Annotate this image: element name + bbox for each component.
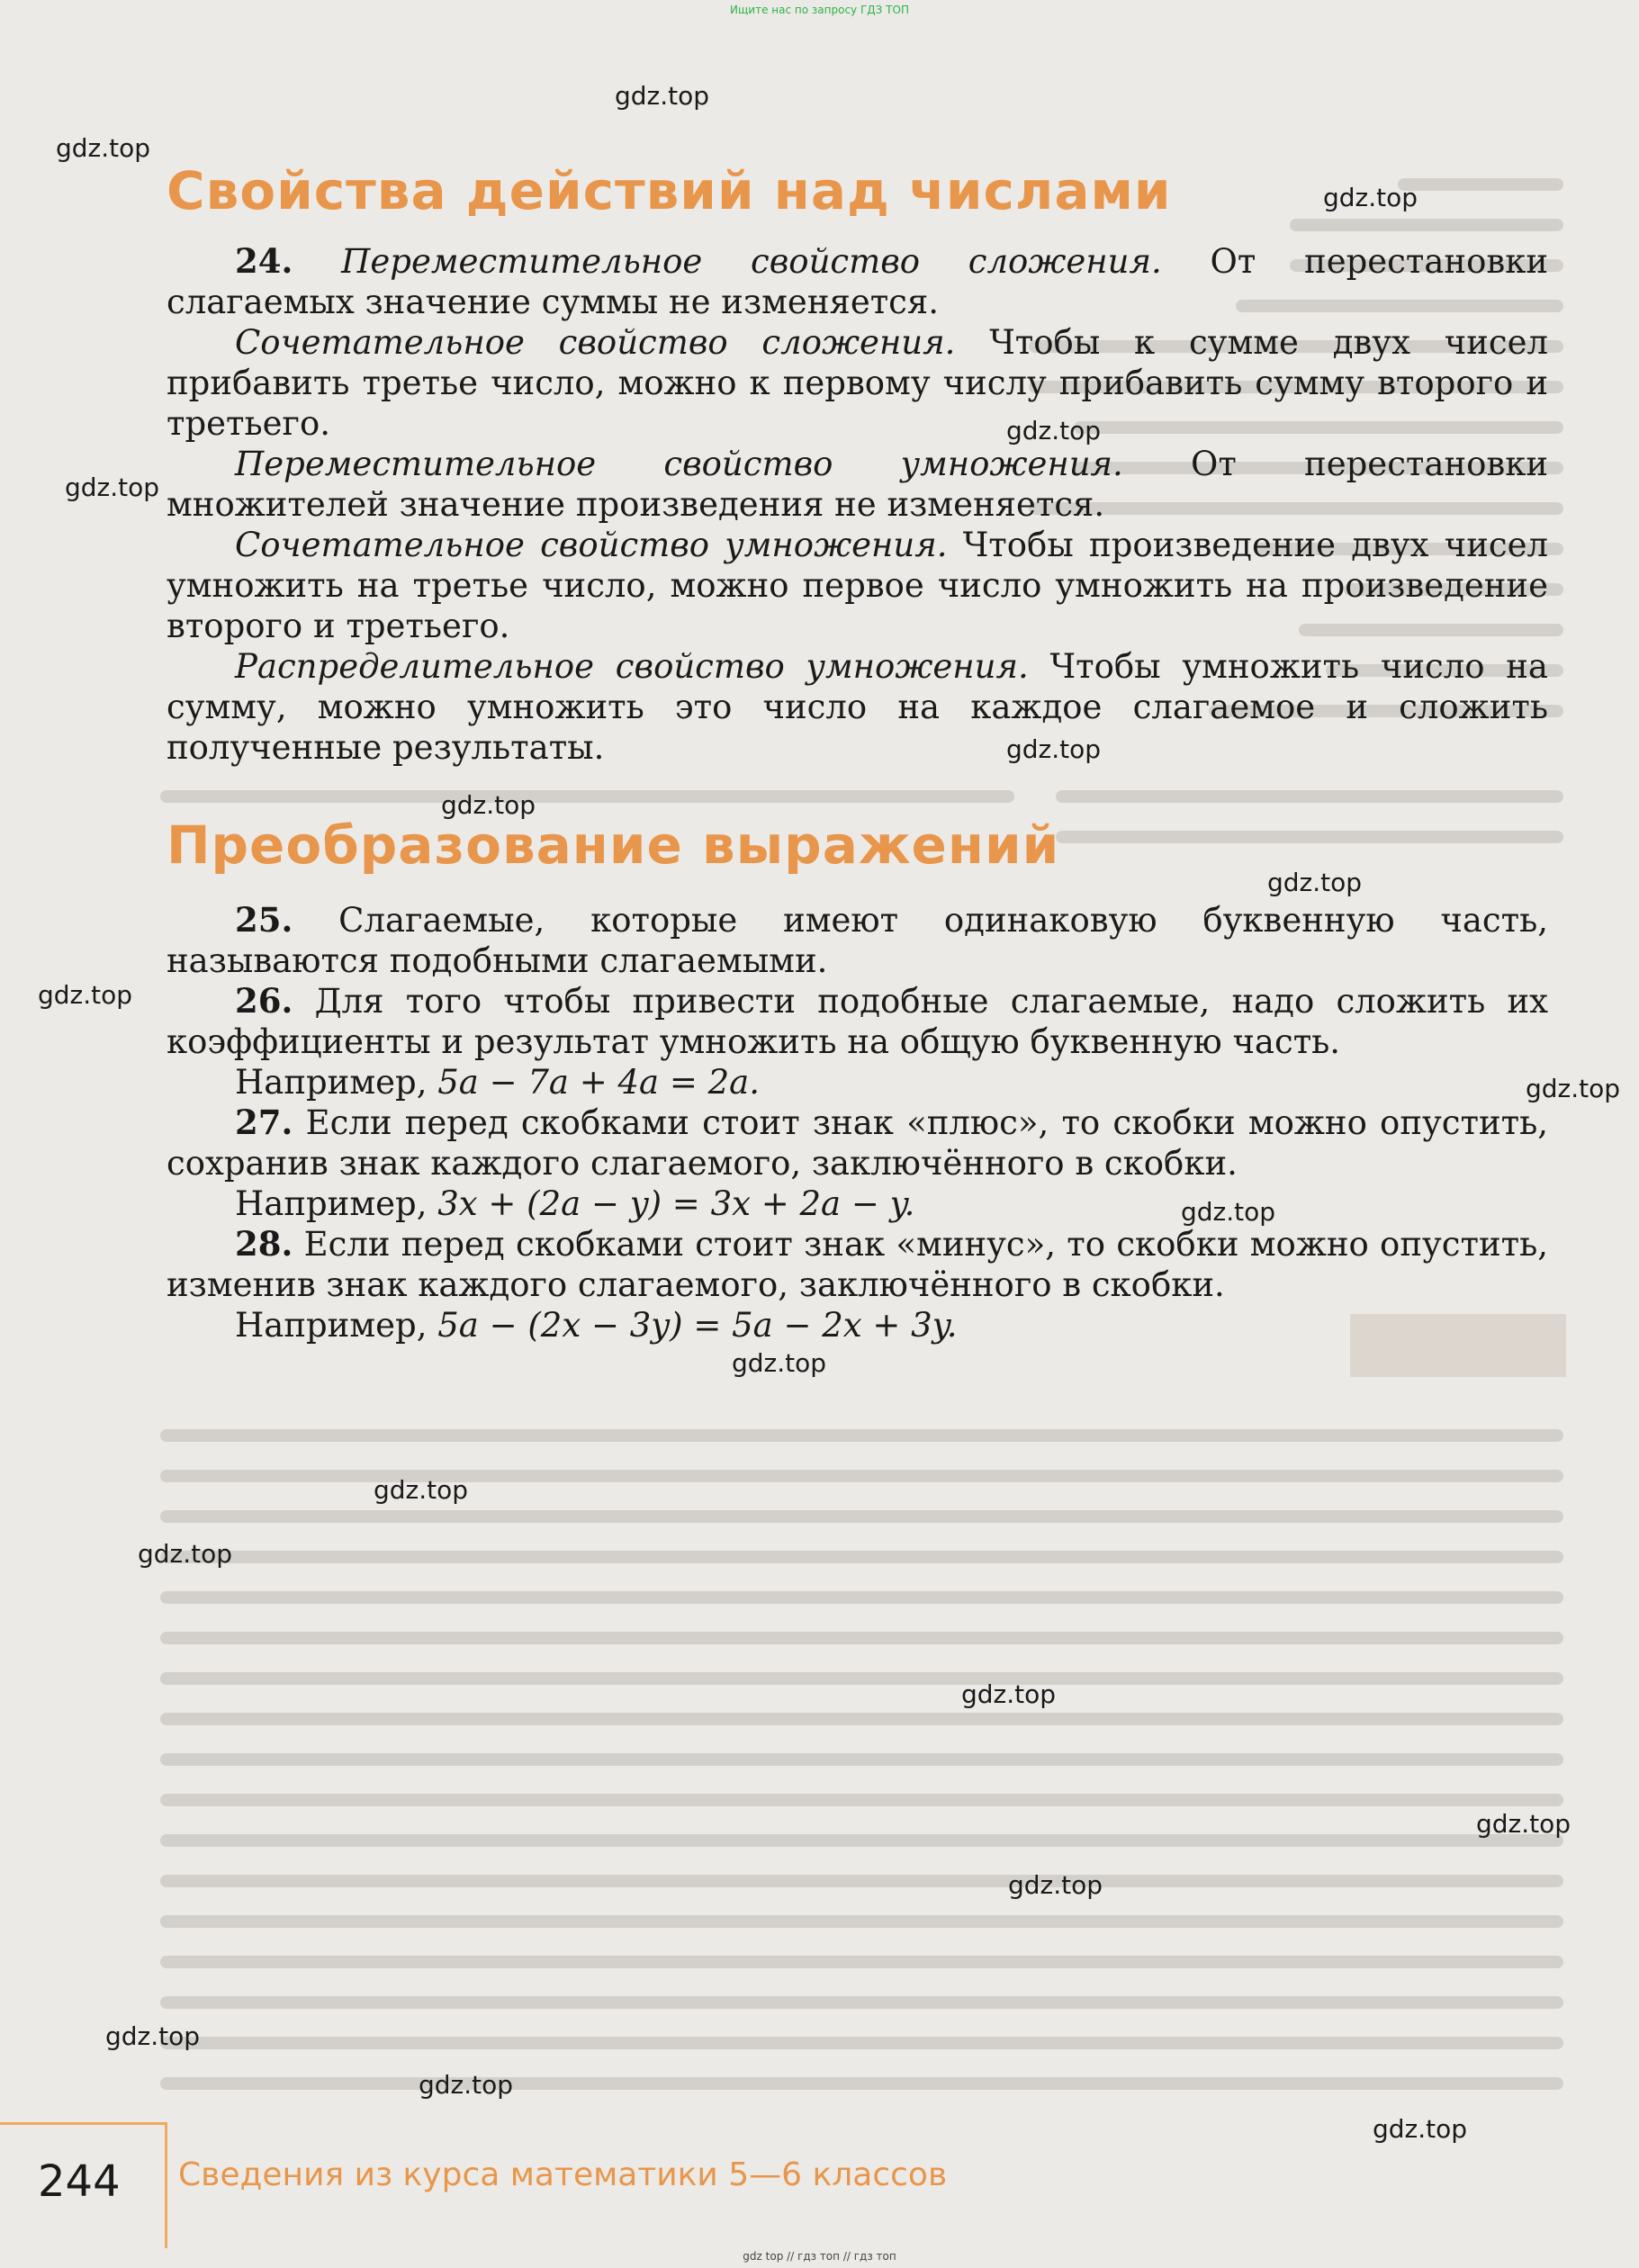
properties-text-block: [167, 241, 1548, 768]
top-banner[interactable]: Ищите нас по запросу ГДЗ ТОП: [730, 4, 909, 16]
rule-text: Чтобы к сумме двух чисел прибавить третье число, можно к первому числу прибавить сумму второго и третьего.: [167, 323, 1548, 443]
watermark: gdz.top: [441, 790, 536, 820]
example-27: [167, 1184, 1548, 1224]
example-label: Например,: [235, 1063, 438, 1102]
rule-24-commutative-multiplication: [167, 444, 1548, 525]
example-formula: 3x + (2a − y) = 3x + 2a − y.: [437, 1184, 915, 1223]
rule-number: 28.: [235, 1224, 293, 1264]
example-28: [167, 1305, 1548, 1346]
rule-number: 24.: [235, 241, 293, 281]
rule-24-distributive: [167, 646, 1548, 768]
rule-text: От перестановки слагаемых значение суммы не изменяется.: [167, 242, 1548, 321]
example-formula: 5a − 7a + 4a = 2a.: [437, 1063, 760, 1102]
watermark: gdz.top: [1267, 868, 1363, 897]
rule-term: Переместительное свойство умножения.: [235, 445, 1123, 483]
example-formula: 5a − (2x − 3y) = 5a − 2x + 3y.: [437, 1306, 958, 1345]
watermark: gdz.top: [105, 2021, 201, 2051]
watermark: gdz.top: [961, 1679, 1057, 1709]
watermark: gdz.top: [1181, 1197, 1276, 1227]
watermark: gdz.top: [419, 2070, 514, 2100]
watermark: gdz.top: [65, 472, 160, 502]
rule-number: 25.: [235, 900, 293, 940]
rule-text: Слагаемые, которые имеют одинаковую буквенную часть, называются подобными слагаемыми.: [167, 901, 1548, 980]
rule-term: Распределительное свойство умножения.: [235, 647, 1029, 686]
watermark: gdz.top: [38, 980, 133, 1010]
watermark: gdz.top: [1526, 1074, 1621, 1103]
rule-25: [167, 900, 1548, 981]
watermark: gdz.top: [56, 133, 151, 163]
rule-24: [167, 241, 1548, 322]
rule-text: Если перед скобками стоит знак «минус», то скобки можно опустить, изменив знак каждого слагаемого, заключённого в скобки.: [167, 1225, 1548, 1304]
running-footer-title: Сведения из курса математики 5—6 классов: [178, 2156, 948, 2193]
example-label: Например,: [235, 1306, 438, 1345]
rule-24-associative-multiplication: [167, 525, 1548, 646]
section-heading-transformations: Преобразование выражений: [167, 814, 1060, 876]
rule-24-associative-addition: [167, 322, 1548, 444]
watermark: gdz.top: [1323, 183, 1418, 212]
watermark: gdz.top: [1006, 416, 1102, 446]
rule-number: 27.: [235, 1102, 293, 1142]
rule-number: 26.: [235, 981, 293, 1021]
rule-text: Если перед скобками стоит знак «плюс», то скобки можно опустить, сохранив знак каждого слагаемого, заключённого в скобки.: [167, 1103, 1548, 1183]
rule-text: Для того чтобы привести подобные слагаемые, надо сложить их коэффициенты и результат умножить на общую буквенную часть.: [167, 982, 1548, 1061]
watermark: gdz.top: [138, 1539, 233, 1569]
rule-text: От перестановки множителей значение произведения не изменяется.: [167, 445, 1548, 524]
footer-divider-vertical: [165, 2122, 167, 2248]
watermark: gdz.top: [615, 81, 710, 111]
watermark: gdz.top: [1006, 734, 1102, 764]
rule-term: Сочетательное свойство сложения.: [235, 323, 956, 362]
rule-term: Переместительное свойство сложения.: [341, 242, 1162, 281]
transformations-text-block: [167, 900, 1548, 1346]
rule-text: Чтобы произведение двух чисел умножить на третье число, можно первое число умножить на произведение второго и третьего.: [167, 526, 1548, 645]
rule-text: Чтобы умножить число на сумму, можно умножить это число на каждое слагаемое и сложить полученные результаты.: [167, 647, 1548, 767]
watermark: gdz.top: [732, 1348, 827, 1378]
bottom-banner[interactable]: gdz top // гдз топ // гдз топ: [743, 2250, 896, 2263]
rule-28: [167, 1224, 1548, 1305]
example-label: Например,: [235, 1184, 438, 1223]
rule-term: Сочетательное свойство умножения.: [235, 526, 948, 564]
watermark: gdz.top: [1476, 1809, 1571, 1839]
watermark: gdz.top: [1373, 2114, 1468, 2144]
rule-26: [167, 981, 1548, 1062]
watermark: gdz.top: [1008, 1870, 1103, 1900]
rule-27: [167, 1102, 1548, 1184]
section-heading-properties: Свойства действий над числами: [167, 160, 1172, 221]
watermark: gdz.top: [374, 1475, 469, 1505]
example-26: [167, 1062, 1548, 1102]
footer-divider: [0, 2122, 167, 2125]
page-number: 244: [38, 2156, 121, 2207]
